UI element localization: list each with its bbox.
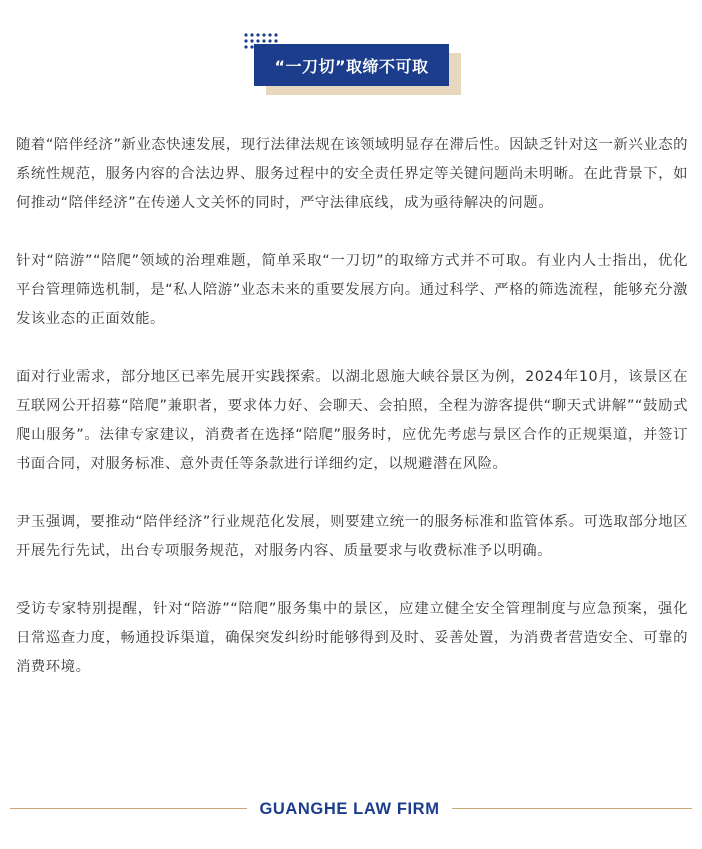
dot-grid-decoration <box>243 32 283 56</box>
article-paragraph-3: 面对行业需求，部分地区已率先展开实践探索。以湖北恩施大峡谷景区为例，2024年10月，该景区在互联网公开招募“陪爬”兼职者，要求体力好、会聊天、会拍照，全程为游客提供“聊天式讲解”“鼓励式爬山服务”。法律专家建议，消费者在选择“陪爬”服务时，应优先考虑与景区合作的正规渠道，并签订书面合同，对服务标准、意外责任等条款进行详细约定，以规避潜在风险。 <box>16 369 688 472</box>
article-paragraph-5: 受访专家特别提醒，针对“陪游”“陪爬”服务集中的景区，应建立健全安全管理制度与应急预案，强化日常巡查力度，畅通投诉渠道，确保突发纠纷时能够得到及时、妥善处置，为消费者营造安全、可靠的消费环境。 <box>16 601 688 675</box>
article-paragraph-2: 针对“陪游”“陪爬”领域的治理难题，简单采取“一刀切”的取缔方式并不可取。有业内人士指出，优化平台管理筛选机制，是“私人陪游”业态未来的重要发展方向。通过科学、严格的筛选流程，能够充分激发该业态的正面效能。 <box>16 253 688 327</box>
footer-divider-left <box>10 808 247 809</box>
footer <box>10 797 692 821</box>
firm-name: GUANGHE LAW FIRM <box>259 800 440 818</box>
badge-main <box>254 44 449 86</box>
article-paragraph-4: 尹玉强调，要推动“陪伴经济”行业规范化发展，则要建立统一的服务标准和监管体系。可选取部分地区开展先行先试，出台专项服务规范，对服务内容、质量要求与收费标准予以明确。 <box>16 514 688 559</box>
section-header-badge <box>254 44 449 86</box>
footer-divider-right <box>452 808 692 809</box>
section-title: “一刀切”取缔不可取 <box>274 56 429 76</box>
article-body <box>16 131 688 711</box>
article-paragraph-1: 随着“陪伴经济”新业态快速发展，现行法律法规在该领域明显存在滞后性。因缺乏针对这一新兴业态的系统性规范，服务内容的合法边界、服务过程中的安全责任界定等关键问题尚未明晰。在此背景下，如何推动“陪伴经济”在传递人文关怀的同时，严守法律底线，成为亟待解决的问题。 <box>16 137 688 211</box>
